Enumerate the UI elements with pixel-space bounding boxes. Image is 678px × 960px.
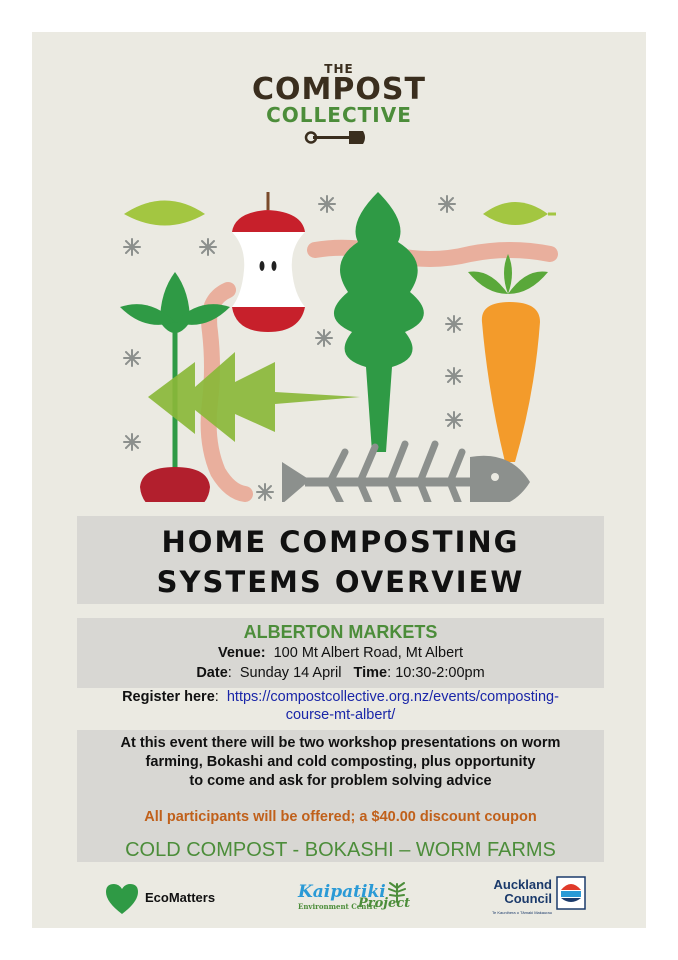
ecomatters-heart-icon [104, 882, 140, 916]
date-time-line: Date: Sunday 14 April Time: 10:30-2:00pm [196, 665, 485, 681]
time-label: Time [353, 665, 388, 681]
kaipatiki-sub: Environment Centre [298, 902, 378, 911]
leaf-icon [334, 192, 424, 452]
description-line-1: At this event there will be two workshop presentations on worm [120, 735, 561, 751]
compost-collective-logo [32, 62, 646, 148]
kaipatiki-name: Kaipatiki [298, 882, 386, 902]
kaipatiki-project: Project [358, 896, 411, 911]
description-line-2: farming, Bokashi and cold composting, plus opportunity [145, 754, 536, 770]
register-label: Register here [122, 689, 215, 705]
auckland-council-crest-icon [556, 876, 586, 910]
leaf-icon [483, 202, 548, 225]
venue-line: Venue: 100 Mt Albert Road, Mt Albert [217, 645, 464, 661]
compost-illustration [32, 152, 646, 502]
auckland-line-2: Council [504, 891, 552, 906]
venue-label: Venue [217, 645, 261, 661]
compost-types: COLD COMPOST - BOKASHI – WORM FARMS [125, 839, 556, 861]
logo-collective: COLLECTIVE [266, 103, 412, 127]
register-link[interactable]: https://compostcollective.org.nz/events/composting- [226, 689, 559, 705]
auckland-line-1: Auckland [493, 877, 552, 892]
event-title [77, 516, 604, 604]
fish-bone-icon [282, 444, 530, 502]
market-name: ALBERTON MARKETS [243, 622, 438, 642]
title-line-1: HOME COMPOSTING [161, 525, 520, 559]
title-line-2: SYSTEMS OVERVIEW [156, 565, 525, 599]
logo-the: THE [324, 62, 354, 76]
carrot-icon [468, 254, 548, 462]
kaipatiki-logo [298, 882, 411, 911]
event-info [77, 730, 604, 862]
event-details [77, 618, 604, 688]
logo-compost: COMPOST [252, 72, 426, 107]
spade-icon [299, 128, 379, 148]
register-link-continued[interactable]: course-mt-albert/ [285, 707, 396, 723]
date-value: Sunday 14 April [239, 665, 342, 681]
event-description [77, 730, 604, 791]
venue-value: 100 Mt Albert Road, Mt Albert [273, 645, 464, 661]
register-line: Register here: https://compostcollective.org.nz/events/composting- course-mt-albert/ [122, 689, 559, 723]
ecomatters-logo: EcoMatters [145, 890, 216, 905]
auckland-council-logo [482, 878, 552, 920]
auckland-maori-name: Te Kaunihera o Tāmaki Makaurau [492, 910, 552, 915]
sponsor-logos [32, 872, 646, 922]
time-value: 10:30-2:00pm [395, 665, 485, 681]
description-line-3: to come and ask for problem solving advice [189, 773, 492, 789]
poster [32, 32, 646, 928]
date-label: Date [196, 665, 228, 681]
apple-core-icon [232, 192, 305, 332]
leaf-icon [124, 201, 205, 226]
discount-offer: All participants will be offered; a $40.00 discount coupon [144, 809, 537, 825]
leaf-icon [148, 352, 360, 442]
fern-icon [384, 878, 410, 904]
beetroot-icon [140, 467, 210, 502]
